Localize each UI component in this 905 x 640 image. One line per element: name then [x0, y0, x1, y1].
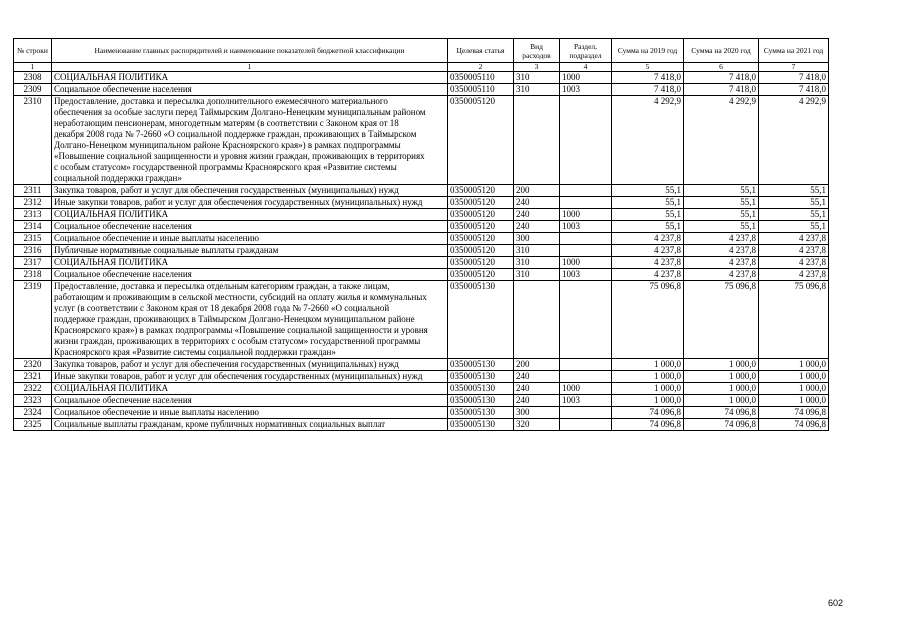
row-expense-kind: 320	[514, 419, 560, 431]
row-number: 2320	[14, 359, 52, 371]
row-name: Социальное обеспечение и иные выплаты населению	[52, 407, 448, 419]
row-sum-2020: 55,1	[684, 185, 759, 197]
row-target-article: 0350005130	[448, 383, 514, 395]
header-row	[14, 39, 829, 63]
row-number: 2312	[14, 197, 52, 209]
row-target-article: 0350005120	[448, 185, 514, 197]
row-sum-2021: 4 237,8	[759, 257, 829, 269]
row-section	[560, 407, 612, 419]
row-sum-2020: 55,1	[684, 221, 759, 233]
row-sum-2019: 55,1	[612, 209, 684, 221]
row-name: Социальное обеспечение и иные выплаты населению	[52, 233, 448, 245]
row-number: 2313	[14, 209, 52, 221]
row-sum-2020: 55,1	[684, 209, 759, 221]
row-section	[560, 245, 612, 257]
table-row	[14, 395, 829, 407]
table-row	[14, 371, 829, 383]
column-number: 6	[684, 63, 759, 72]
row-section: 1003	[560, 84, 612, 96]
header-sum-2019: Сумма на 2019 год	[612, 39, 684, 63]
row-sum-2021: 55,1	[759, 221, 829, 233]
row-expense-kind: 310	[514, 84, 560, 96]
row-expense-kind: 300	[514, 233, 560, 245]
row-target-article: 0350005120	[448, 209, 514, 221]
row-sum-2019: 74 096,8	[612, 419, 684, 431]
row-sum-2019: 4 237,8	[612, 257, 684, 269]
row-number: 2322	[14, 383, 52, 395]
row-expense-kind: 240	[514, 383, 560, 395]
row-target-article: 0350005130	[448, 419, 514, 431]
header-row-number: № строки	[14, 39, 52, 63]
row-target-article: 0350005120	[448, 197, 514, 209]
row-sum-2021: 7 418,0	[759, 84, 829, 96]
row-number: 2314	[14, 221, 52, 233]
row-target-article: 0350005130	[448, 281, 514, 359]
table-row	[14, 383, 829, 395]
table-row	[14, 281, 829, 359]
row-sum-2020: 4 292,9	[684, 96, 759, 185]
column-number: 3	[514, 63, 560, 72]
row-sum-2020: 4 237,8	[684, 233, 759, 245]
row-number: 2319	[14, 281, 52, 359]
table-row	[14, 359, 829, 371]
row-sum-2020: 1 000,0	[684, 371, 759, 383]
row-target-article: 0350005130	[448, 371, 514, 383]
row-sum-2021: 1 000,0	[759, 371, 829, 383]
row-section	[560, 96, 612, 185]
row-sum-2019: 55,1	[612, 197, 684, 209]
row-section: 1000	[560, 257, 612, 269]
header-sum-2020: Сумма на 2020 год	[684, 39, 759, 63]
row-section	[560, 419, 612, 431]
row-name: СОЦИАЛЬНАЯ ПОЛИТИКА	[52, 72, 448, 84]
row-sum-2019: 1 000,0	[612, 359, 684, 371]
row-sum-2020: 1 000,0	[684, 395, 759, 407]
row-name: СОЦИАЛЬНАЯ ПОЛИТИКА	[52, 257, 448, 269]
row-sum-2019: 1 000,0	[612, 383, 684, 395]
row-sum-2020: 1 000,0	[684, 383, 759, 395]
row-sum-2020: 1 000,0	[684, 359, 759, 371]
row-sum-2019: 55,1	[612, 221, 684, 233]
row-number: 2323	[14, 395, 52, 407]
row-sum-2019: 55,1	[612, 185, 684, 197]
row-sum-2020: 74 096,8	[684, 407, 759, 419]
table-row	[14, 197, 829, 209]
row-section	[560, 359, 612, 371]
column-number: 7	[759, 63, 829, 72]
row-sum-2020: 7 418,0	[684, 84, 759, 96]
row-section: 1000	[560, 383, 612, 395]
row-target-article: 0350005110	[448, 72, 514, 84]
row-number: 2315	[14, 233, 52, 245]
row-name: Предоставление, доставка и пересылка отдельным категориям граждан, а также лицам, работающим и проживающим в сельской местности, субсидий на оплату жилья и коммунальных услуг (в соответствии с Законом края от 18 декабря 2008 года № 7-2660 «О социальной поддержке граждан, проживающих в Таймырском Долгано-Ненецком муниципальном районе Красноярского края») в рамках подпрограммы «Повышение социальной защищенности и уровня жизни граждан, проживающих в территориях с особым статусом» государственной программы Красноярского края «Развитие системы социальной поддержки граждан»	[52, 281, 448, 359]
row-section: 1000	[560, 209, 612, 221]
row-target-article: 0350005120	[448, 233, 514, 245]
row-name: Предоставление, доставка и пересылка дополнительного ежемесячного материального обеспечения за особые заслуги перед Таймырским Долгано-Ненецким муниципальным районом неработающим пенсионерам, многодетным матерям (в соответствии с Законом края от 18 декабря 2008 года № 7-2660 «О социальной поддержке граждан, проживающих в Таймырском Долгано-Ненецком муниципальном районе Красноярского края») в рамках подпрограммы «Повышение социальной защищенности и уровня жизни граждан, проживающих в территориях с особым статусом» государственной программы Красноярского края «Развитие системы социальной поддержки граждан»	[52, 96, 448, 185]
table-row	[14, 96, 829, 185]
table-body	[14, 72, 829, 431]
row-target-article: 0350005120	[448, 245, 514, 257]
row-name: Закупка товаров, работ и услуг для обеспечения государственных (муниципальных) нужд	[52, 359, 448, 371]
row-number: 2321	[14, 371, 52, 383]
row-name: Публичные нормативные социальные выплаты гражданам	[52, 245, 448, 257]
row-name: Закупка товаров, работ и услуг для обеспечения государственных (муниципальных) нужд	[52, 185, 448, 197]
table-row	[14, 233, 829, 245]
row-sum-2020: 74 096,8	[684, 419, 759, 431]
row-sum-2020: 4 237,8	[684, 257, 759, 269]
row-number: 2308	[14, 72, 52, 84]
row-section: 1003	[560, 395, 612, 407]
row-sum-2020: 75 096,8	[684, 281, 759, 359]
row-sum-2021: 7 418,0	[759, 72, 829, 84]
row-expense-kind: 310	[514, 269, 560, 281]
row-sum-2021: 75 096,8	[759, 281, 829, 359]
row-target-article: 0350005120	[448, 257, 514, 269]
row-expense-kind: 240	[514, 395, 560, 407]
table-row	[14, 419, 829, 431]
row-expense-kind	[514, 281, 560, 359]
column-number: 4	[560, 63, 612, 72]
row-sum-2019: 1 000,0	[612, 395, 684, 407]
row-expense-kind: 200	[514, 185, 560, 197]
row-target-article: 0350005120	[448, 96, 514, 185]
table-row	[14, 221, 829, 233]
header-section: Раздел, подраздел	[560, 39, 612, 63]
row-name: Иные закупки товаров, работ и услуг для обеспечения государственных (муниципальных) нужд	[52, 371, 448, 383]
row-expense-kind: 310	[514, 245, 560, 257]
row-section	[560, 197, 612, 209]
row-expense-kind: 310	[514, 257, 560, 269]
table-row	[14, 209, 829, 221]
row-sum-2019: 4 292,9	[612, 96, 684, 185]
row-number: 2318	[14, 269, 52, 281]
row-section	[560, 233, 612, 245]
table-row	[14, 407, 829, 419]
row-sum-2019: 4 237,8	[612, 233, 684, 245]
row-expense-kind: 200	[514, 359, 560, 371]
header-target-article: Целевая статья	[448, 39, 514, 63]
header-sum-2021: Сумма на 2021 год	[759, 39, 829, 63]
row-target-article: 0350005120	[448, 269, 514, 281]
table-row	[14, 269, 829, 281]
column-number-row	[14, 63, 829, 72]
row-name: Иные закупки товаров, работ и услуг для обеспечения государственных (муниципальных) нужд	[52, 197, 448, 209]
row-expense-kind: 310	[514, 72, 560, 84]
row-sum-2021: 74 096,8	[759, 419, 829, 431]
row-sum-2021: 4 237,8	[759, 245, 829, 257]
row-sum-2021: 1 000,0	[759, 395, 829, 407]
budget-table	[13, 38, 829, 431]
row-name: Социальные выплаты гражданам, кроме публичных нормативных социальных выплат	[52, 419, 448, 431]
row-number: 2324	[14, 407, 52, 419]
row-section	[560, 371, 612, 383]
table-row	[14, 84, 829, 96]
row-target-article: 0350005130	[448, 407, 514, 419]
header-expense-kind: Вид расходов	[514, 39, 560, 63]
row-expense-kind: 300	[514, 407, 560, 419]
column-number: 1	[52, 63, 448, 72]
row-section	[560, 185, 612, 197]
row-sum-2021: 1 000,0	[759, 359, 829, 371]
row-name: Социальное обеспечение населения	[52, 221, 448, 233]
row-sum-2021: 55,1	[759, 185, 829, 197]
row-sum-2020: 7 418,0	[684, 72, 759, 84]
row-sum-2021: 74 096,8	[759, 407, 829, 419]
row-sum-2019: 4 237,8	[612, 245, 684, 257]
row-target-article: 0350005130	[448, 359, 514, 371]
row-number: 2310	[14, 96, 52, 185]
row-target-article: 0350005120	[448, 221, 514, 233]
row-sum-2019: 74 096,8	[612, 407, 684, 419]
column-number: 1	[14, 63, 52, 72]
table-row	[14, 245, 829, 257]
row-section	[560, 281, 612, 359]
header-name: Наименование главных распорядителей и наименование показателей бюджетной классификации	[52, 39, 448, 63]
table-row	[14, 257, 829, 269]
row-sum-2020: 55,1	[684, 197, 759, 209]
row-expense-kind: 240	[514, 209, 560, 221]
row-sum-2021: 4 237,8	[759, 269, 829, 281]
row-number: 2316	[14, 245, 52, 257]
row-sum-2021: 4 237,8	[759, 233, 829, 245]
row-section: 1003	[560, 269, 612, 281]
row-sum-2020: 4 237,8	[684, 245, 759, 257]
table-row	[14, 185, 829, 197]
column-number: 5	[612, 63, 684, 72]
row-sum-2019: 1 000,0	[612, 371, 684, 383]
row-sum-2021: 55,1	[759, 209, 829, 221]
row-sum-2019: 7 418,0	[612, 72, 684, 84]
row-sum-2020: 4 237,8	[684, 269, 759, 281]
table-row	[14, 72, 829, 84]
row-section: 1003	[560, 221, 612, 233]
row-sum-2021: 4 292,9	[759, 96, 829, 185]
row-sum-2021: 1 000,0	[759, 383, 829, 395]
row-sum-2019: 4 237,8	[612, 269, 684, 281]
page-number: 602	[827, 598, 843, 608]
row-sum-2019: 7 418,0	[612, 84, 684, 96]
row-sum-2021: 55,1	[759, 197, 829, 209]
row-expense-kind: 240	[514, 197, 560, 209]
row-sum-2019: 75 096,8	[612, 281, 684, 359]
row-name: Социальное обеспечение населения	[52, 84, 448, 96]
column-number: 2	[448, 63, 514, 72]
row-number: 2311	[14, 185, 52, 197]
row-name: СОЦИАЛЬНАЯ ПОЛИТИКА	[52, 383, 448, 395]
row-number: 2317	[14, 257, 52, 269]
row-name: Социальное обеспечение населения	[52, 269, 448, 281]
row-target-article: 0350005130	[448, 395, 514, 407]
row-expense-kind: 240	[514, 371, 560, 383]
row-target-article: 0350005110	[448, 84, 514, 96]
row-expense-kind	[514, 96, 560, 185]
row-number: 2309	[14, 84, 52, 96]
row-number: 2325	[14, 419, 52, 431]
row-expense-kind: 240	[514, 221, 560, 233]
row-name: Социальное обеспечение населения	[52, 395, 448, 407]
row-name: СОЦИАЛЬНАЯ ПОЛИТИКА	[52, 209, 448, 221]
row-section: 1000	[560, 72, 612, 84]
